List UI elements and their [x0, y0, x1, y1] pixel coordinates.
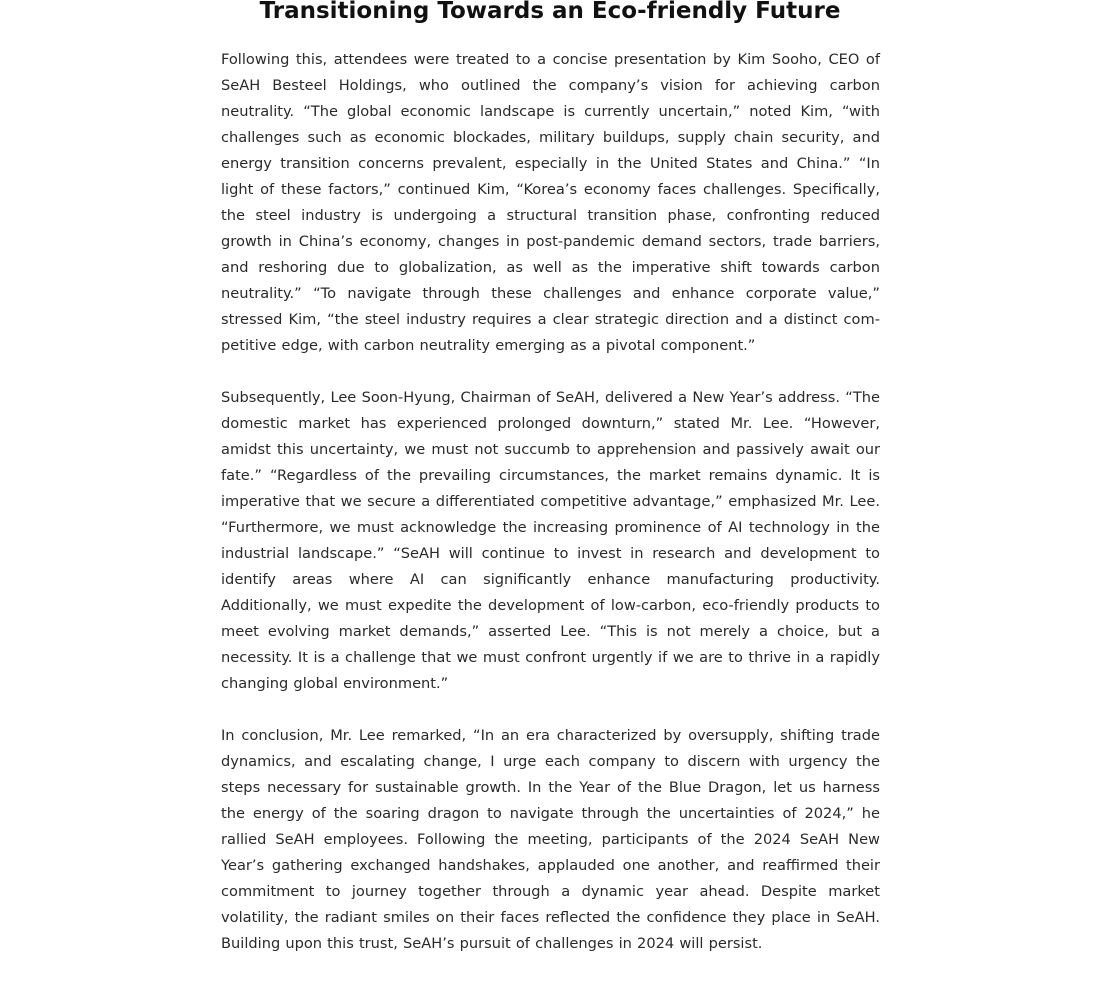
paragraph-conclusion: In conclusion, Mr. Lee remarked, “In an era characterized by oversupply, shifting trade dynamics, and escalating change, I urge each company to discern with urgency the steps necessary for sustainable growth. In the Year of the Blue Dragon, let us harness the energy of the soaring dragon to navigate through the uncertainties of 2024,” he rallied SeAH employees. Following the meeting, participants of the 2024 SeAH New Year’s gathering exchanged handshakes, applauded one another, and reaffirmed their commitment to journey together through a dynamic year ahead. Despite market volatility, the radiant smiles on their faces reflected the confidence they place in SeAH. Building upon this trust, SeAH’s pursuit of challenges in 2024 will persist.: [221, 727, 880, 952]
paragraph-kim-presentation: Following this, attendees were treated to a concise presentation by Kim Sooho, CEO of SeAH Besteel Holdings, who outlined the company’s vision for achieving carbon neutrality. “The global economic landscape is currently uncertain,” noted Kim, “with challenges such as economic blockades, military buildups, supply chain security, and energy transition concerns prevalent, especially in the United States and China.” “In light of these factors,” continued Kim, “Korea’s economy faces challenges. Specifically, the steel industry is undergoing a structural transition phase, confronting reduced growth in China’s economy, changes in post-pandemic demand sectors, trade barriers, and reshoring due to globalization, as well as the imperative shift towards carbon neutrality.” “To navigate through these challenges and enhance corporate value,” stressed Kim, “the steel industry requires a clear strategic direction and a distinct competitive edge, with carbon neutrality emerging as a pivotal component.”: [221, 51, 880, 354]
paragraph-lee-address: Subsequently, Lee Soon-Hyung, Chairman of SeAH, delivered a New Year’s address. “The domestic market has experienced prolonged downturn,” stated Mr. Lee. “However, amidst this uncertainty, we must not succumb to apprehension and passively await our fate.” “Regardless of the prevailing circumstances, the market remains dynamic. It is imperative that we secure a differentiated competitive advantage,” emphasized Mr. Lee. “Furthermore, we must acknowledge the increasing prominence of AI technology in the industrial landscape.” “SeAH will continue to invest in research and development to identify areas where AI can significantly enhance manufacturing productivity. Additionally, we must expedite the development of low-carbon, eco-friendly products to meet evolving market demands,” asserted Lee. “This is not merely a choice, but a necessity. It is a challenge that we must confront urgently if we are to thrive in a rapidly changing global environment.”: [221, 389, 880, 692]
article-body: [221, 47, 880, 983]
article-title: Transitioning Towards an Eco-friendly Future: [259, 0, 841, 24]
